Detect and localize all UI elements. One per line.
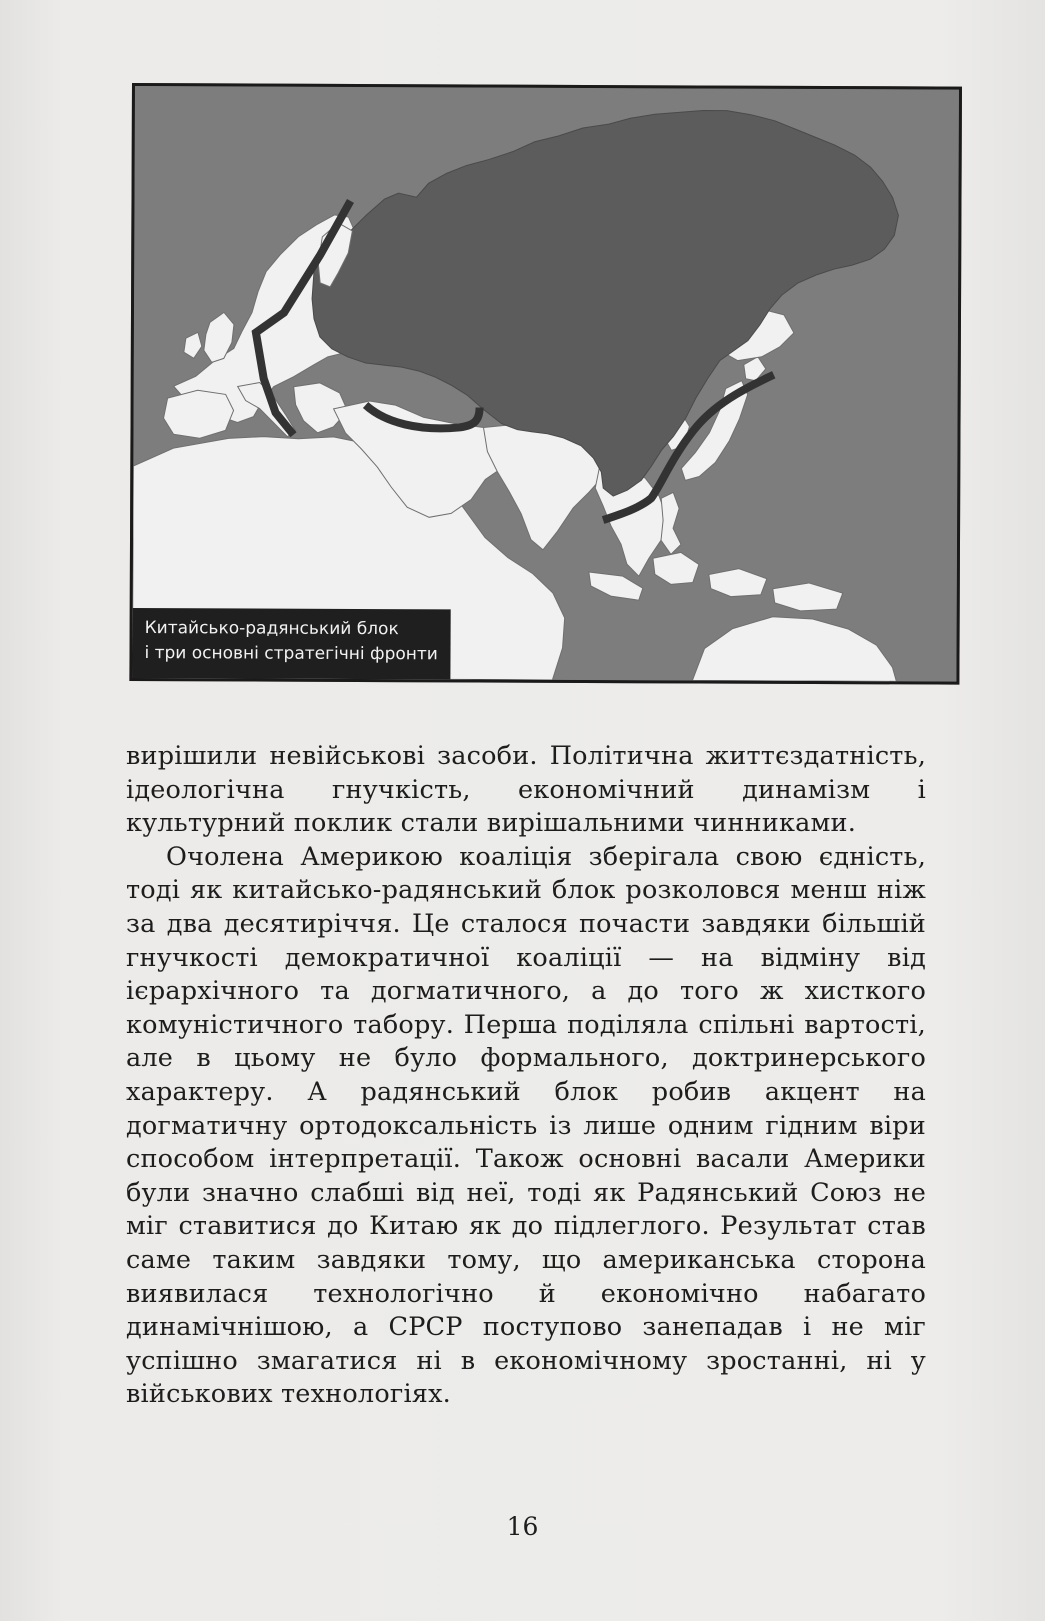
- paragraph-1: вирішили невійськові засоби. Політична життєздатність, ідеологічна гнучкість, економічний динамізм і культурний поклик стали вирішальними чинниками.: [126, 741, 926, 839]
- map-frame: [129, 83, 962, 685]
- paragraph-2: Очолена Америкою коаліція зберігала свою єдність, тоді як китайсько-радянський блок розколовся менш ніж за два десятиріччя. Це сталося почасти завдяки більшій гнучкості демократичної коаліції — на відміну від ієрархічного та догматичного, а до того ж хисткого комуністичного табору. Перша поділяла спільні вартості, але в цьому не було формального, доктринерського характеру. А радянський блок робив акцент на догматичну ортодоксальність із лише одним гідним віри способом інтерпретації. Також основні васали Америки були значно слабші від неї, тоді як Радянський Союз не міг ставитися до Китаю як до підлеглого. Результат став саме таким завдяки тому, що американська сторона виявилася технологічно й економічно набагато динамічнішою, а СРСР поступово занепадав і не міг успішно змагатися ні в економічному зростанні, ні у військових технологіях.: [126, 841, 926, 1410]
- caption-line-1: Китайсько-радянський блок: [144, 618, 399, 640]
- map-caption: [132, 608, 450, 679]
- body-text: [126, 740, 926, 1412]
- map-figure: [129, 83, 962, 685]
- caption-line-2: і три основні стратегічні фронти: [144, 643, 438, 665]
- page-number: 16: [506, 1512, 539, 1541]
- iberia-land: [163, 390, 233, 438]
- eurasia-map: [132, 86, 959, 682]
